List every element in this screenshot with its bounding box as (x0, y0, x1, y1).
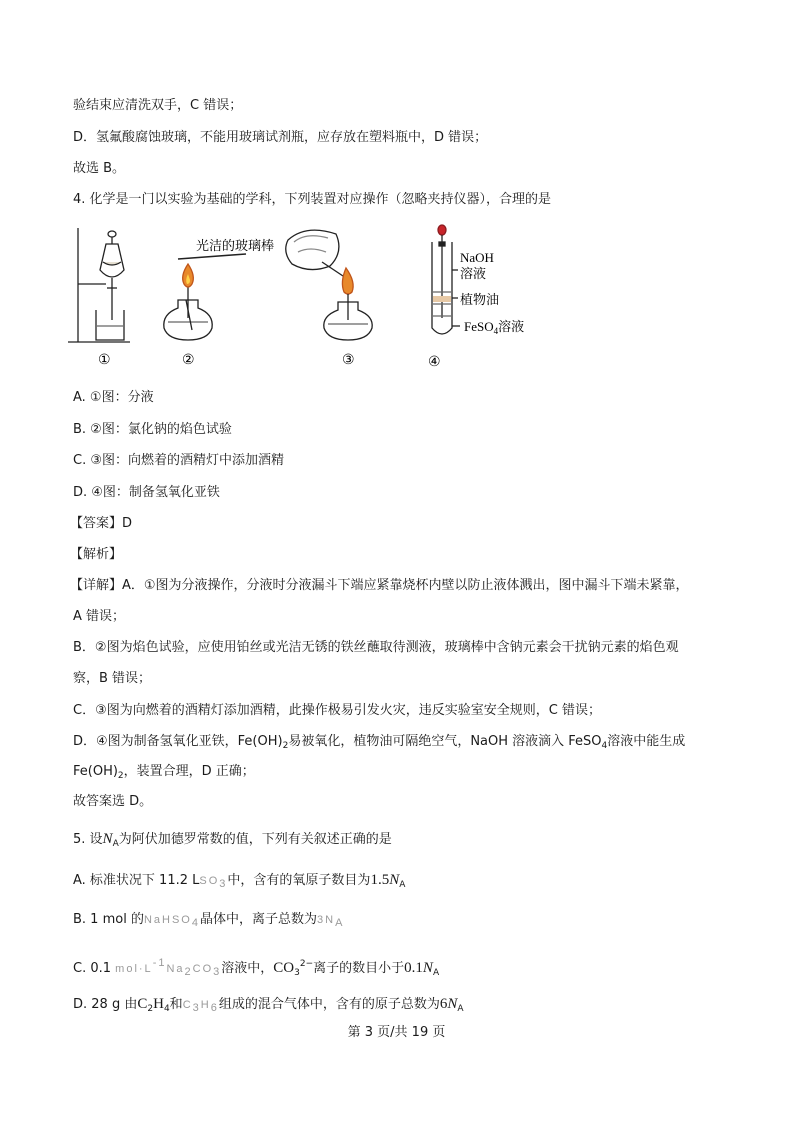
text-line: 故选 B。 (73, 161, 126, 176)
explain-line: 故答案选 D。 (73, 794, 153, 809)
explain-line: B．②图为焰色试验，应使用铂丝或光洁无锈的铁丝蘸取待测液，玻璃棒中含钠元素会干扰钠元素的焰色观 (73, 640, 679, 655)
separatory-funnel-setup (68, 228, 130, 342)
text-line: 验结束应清洗双手，C 错误； (73, 98, 243, 113)
q5-option-c: C. 0.1 $mol\cdot L^{-1}Na_2CO_3$溶液中，$CO_3^{2-}$离子的数目小于$0.1N_A$ (73, 957, 440, 978)
explain-line: 察，B 错误； (73, 671, 152, 686)
alcohol-lamp-flame-test (164, 254, 246, 340)
answer-label: 【答案】 (70, 516, 123, 531)
figure-label-2: ② (182, 353, 195, 368)
alcohol-lamp-refill (286, 230, 372, 340)
figure-label-1: ① (98, 353, 111, 368)
rod-label: 光洁的玻璃棒 (196, 238, 275, 253)
q5-option-a: A. 标准状况下 11.2 $LSO_3$中，含有的氧原子数目为$1.5N_A$ (73, 872, 406, 890)
oil-label: 植物油 (460, 292, 500, 307)
page-footer: 第 3 页/共 19 页 (347, 1025, 446, 1040)
option-a: A. ①图：分液 (73, 390, 154, 405)
answer (70, 516, 132, 532)
explain-line: C．③图为向燃着的酒精灯添加酒精，此操作极易引发火灾，违反实验室安全规则，C 错误； (73, 703, 601, 718)
q5-option-d: D. 28 g 由$C_2H_4$和$C_3H_6$组成的混合气体中，含有的原子总数为$6N_A$ (73, 996, 464, 1014)
apparatus-figure (60, 222, 540, 374)
explain-line: D．④图为制备氢氧化亚铁，$Fe(OH)_2$易被氧化，植物油可隔绝空气，NaOH 溶液滴入 FeSO$_4$溶液中能生成 (73, 734, 686, 751)
answer-value: D (122, 516, 133, 531)
explain-line: $Fe(OH)_2$，装置合理，D 正确； (73, 764, 255, 781)
feso4-label: FeSO$_4$溶液 (464, 319, 525, 336)
naoh-solution-label: 溶液 (460, 266, 487, 281)
test-tube-setup (432, 225, 460, 334)
question-4: 4. 化学是一门以实验为基础的学科，下列装置对应操作（忽略夹持仪器），合理的是 (73, 192, 552, 207)
explain-line: A 错误； (73, 609, 126, 624)
option-b: B. ②图：氯化钠的焰色试验 (73, 422, 232, 437)
option-d: D. ④图：制备氢氧化亚铁 (73, 485, 220, 500)
figure-label-4: ④ (428, 355, 441, 370)
q5-option-b: B. 1 mol 的NaHSO$_4$晶体中，离子总数为$3N_A$ (73, 912, 345, 929)
text-line: D．氢氟酸腐蚀玻璃，不能用玻璃试剂瓶，应存放在塑料瓶中，D 错误； (73, 130, 488, 145)
option-c: C. ③图：向燃着的酒精灯中添加酒精 (73, 453, 284, 468)
explain-line: 【详解】A．①图为分液操作，分液时分液漏斗下端应紧靠烧杯内壁以防止液体溅出，图中漏斗下端未紧靠， (70, 578, 689, 593)
analysis-label: 【解析】 (70, 547, 123, 562)
question-5: 5. 设$N_A$为阿伏加德罗常数的值，下列有关叙述正确的是 (73, 831, 392, 849)
figure-label-3: ③ (342, 353, 355, 368)
naoh-label: NaOH (460, 250, 494, 265)
